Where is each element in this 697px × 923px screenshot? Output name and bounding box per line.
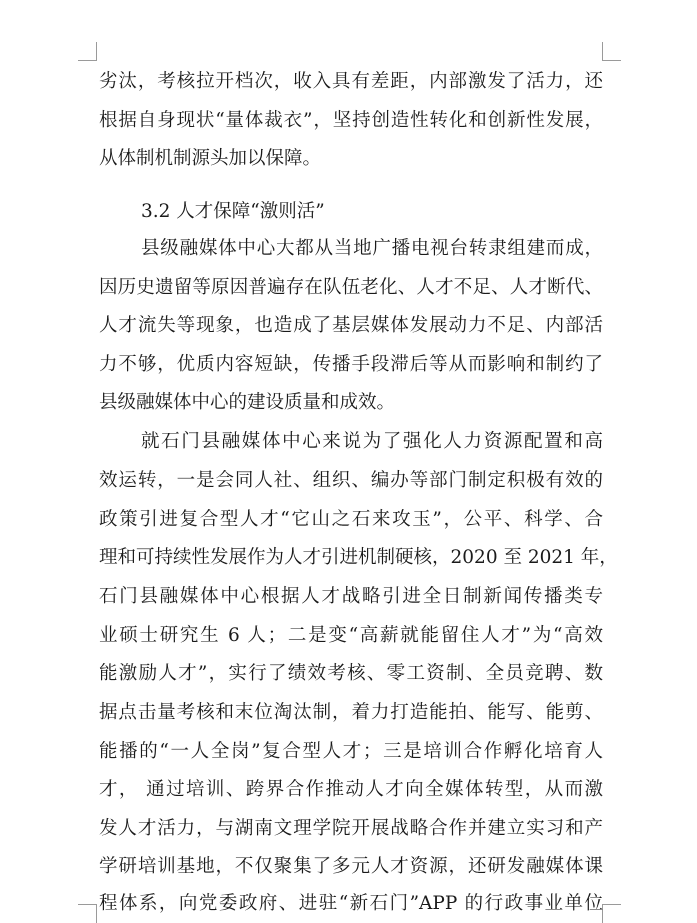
paragraph-line: 能播的“一人全岗”复合型人才；三是培训合作孵化培育人	[99, 741, 603, 762]
paragraph-line: 效运转，一是会同人社、组织、编办等部门制定积极有效的	[99, 470, 603, 491]
paragraph-line: 从体制机制源头加以保障。	[99, 148, 322, 169]
paragraph-line: 据点击量考核和末位淘汰制，着力打造能拍、能写、能剪、	[99, 702, 603, 723]
paragraph-line: 发人才活力，与湖南文理学院开展战略合作并建立实习和产	[99, 818, 603, 839]
crop-mark-top-left	[78, 42, 97, 61]
paragraph-line: 根据自身现状“量体裁衣”，坚持创造性转化和创新性发展，	[99, 110, 603, 131]
paragraph-line: 就石门县融媒体中心来说为了强化人力资源配置和高	[141, 431, 603, 452]
section-heading: 3.2 人才保障“激则活”	[141, 201, 325, 222]
crop-mark-bottom-right	[602, 904, 621, 923]
paragraph-line: 才， 通过培训、跨界合作推动人才向全媒体转型，从而激	[99, 779, 603, 800]
crop-mark-bottom-left	[78, 904, 97, 923]
paragraph-line: 县级融媒体中心的建设质量和成效。	[99, 392, 396, 413]
crop-mark-top-right	[602, 42, 621, 61]
paragraph-line: 理和可持续性发展作为人才引进机制硬核，2020 至 2021 年，	[99, 547, 618, 568]
paragraph-line: 力不够，优质内容短缺，传播手段滞后等从而影响和制约了	[99, 354, 603, 375]
paragraph-line: 能激励人才”，实行了绩效考核、零工资制、全员竞聘、数	[99, 663, 603, 684]
paragraph-line: 业硕士研究生 6 人；二是变“高薪就能留住人才”为“高效	[99, 625, 603, 646]
paragraph-line: 政策引进复合型人才“它山之石来攻玉”，公平、科学、合	[99, 509, 603, 530]
paragraph-line: 因历史遗留等原因普遍存在队伍老化、人才不足、人才断代、	[99, 277, 603, 298]
paragraph-line: 程体系，向党委政府、进驻“新石门”APP 的行政事业单位	[99, 893, 603, 914]
paragraph-line: 学研培训基地，不仅聚集了多元人才资源，还研发融媒体课	[99, 856, 603, 877]
paragraph-line: 人才流失等现象，也造成了基层媒体发展动力不足、内部活	[99, 315, 603, 336]
paragraph-line: 劣汰，考核拉开档次，收入具有差距，内部激发了活力，还	[99, 71, 603, 92]
paragraph-line: 县级融媒体中心大都从当地广播电视台转隶组建而成，	[141, 238, 603, 259]
paragraph-line: 石门县融媒体中心根据人才战略引进全日制新闻传播类专	[99, 586, 603, 607]
